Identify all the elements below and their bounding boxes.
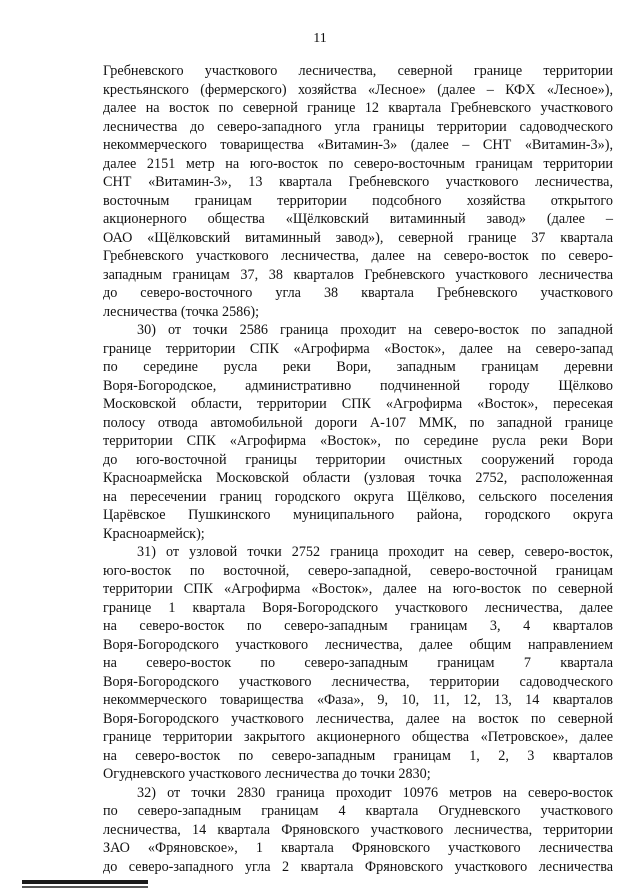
text-line: лесничества, 14 квартала Фряновского участкового лесничества, территории: [103, 821, 613, 838]
text-line: крестьянского (фермерского) хозяйства «Лесное» (далее – КФХ «Лесное»),: [103, 81, 613, 98]
text-line: Красноармейска Московской области (узловая точка 2752, расположенная: [103, 470, 613, 486]
text-line: Воря-Богородского участкового лесничества, территории садоводческого: [103, 673, 613, 690]
text-line: Гребневского участкового лесничества, далее на северо-восток по северо-: [103, 248, 613, 264]
text-line: по северо-западным границам 4 квартала Огудневского участкового: [103, 803, 613, 819]
bottom-edge-mark-thin: [22, 886, 148, 888]
text-line: Огудневского участкового лесничества до точки 2830;: [103, 766, 431, 782]
document-body: [103, 62, 613, 876]
text-line: до северо-восточного угла 38 квартала Гребневского участкового: [103, 285, 613, 301]
text-line: ЗАО «Фряновское», 1 квартала Фряновского участкового лесничества: [103, 840, 613, 856]
text-line: границе 1 квартала Воря-Богородского участкового лесничества, далее: [103, 599, 613, 616]
text-line: Гребневского участкового лесничества, северной границе территории: [103, 63, 613, 79]
bottom-edge-mark: [22, 880, 148, 884]
text-line: территории СПК «Агрофирма «Восток», по середине русла реки Вори: [103, 433, 613, 449]
text-line: Московской области, территории СПК «Агрофирма «Восток», пересекая: [103, 396, 613, 412]
text-line: далее на восток по северной границе 12 квартала Гребневского участкового: [103, 100, 613, 116]
text-line: по середине русла реки Вори, западным границам деревни: [103, 359, 613, 375]
text-line: на пересечении границ городского округа Щёлково, сельского поселения: [103, 488, 613, 505]
text-line: до юго-восточной границы территории очистных сооружений города: [103, 451, 613, 468]
text-line: на северо-восток по северо-западным границам 1, 2, 3 кварталов: [103, 747, 613, 764]
text-line: СНТ «Витамин-3», 13 квартала Гребневского участкового лесничества,: [103, 174, 613, 190]
text-line: восточным границам территории подсобного хозяйства открытого: [103, 192, 613, 209]
text-line: акционерного общества «Щёлковский витаминный завод» (далее –: [103, 211, 613, 227]
text-line: территории СПК «Агрофирма «Восток», далее на юго-восток по северной: [103, 581, 613, 597]
text-line: далее 2151 метр на юго-восток по северо-восточным границам территории: [103, 155, 613, 172]
text-line: Царёвское Пушкинского муниципального района, городского округа: [103, 507, 613, 523]
text-line: Воря-Богородского участкового лесничества, далее общим направлением: [103, 636, 613, 653]
text-line: Воря-Богородское, административно подчиненной городу Щёлково: [103, 377, 613, 394]
text-line: юго-восток по восточной, северо-западной, северо-восточной границам: [103, 562, 613, 579]
text-line: лесничества до северо-западного угла границы территории садоводческого: [103, 118, 613, 135]
text-line: лесничества (точка 2586);: [103, 303, 260, 320]
text-line: Красноармейск);: [103, 525, 205, 542]
text-line: некоммерческого товарищества «Витамин-3» (далее – СНТ «Витамин-3»),: [103, 137, 613, 153]
text-line: на северо-восток по северо-западным границам 3, 4 кварталов: [103, 618, 613, 634]
text-line: до северо-западного угла 2 квартала Фряновского участкового лесничества: [103, 858, 613, 875]
text-line: 31) от узловой точки 2752 граница проходит на север, северо-восток,: [137, 544, 613, 560]
text-line: некоммерческого товарищества «Фаза», 9, 10, 11, 12, 13, 14 кварталов: [103, 692, 613, 708]
text-line: 30) от точки 2586 граница проходит на северо-восток по западной: [137, 322, 613, 338]
text-line: ОАО «Щёлковский витаминный завод»), северной границе 37 квартала: [103, 229, 613, 246]
text-line: границе территории СПК «Агрофирма «Восток», далее на северо-запад: [103, 340, 613, 357]
text-line: Воря-Богородского участкового лесничества, далее на восток по северной: [103, 710, 613, 727]
text-line: на северо-восток по северо-западным границам 7 квартала: [103, 655, 613, 671]
page-number: 11: [313, 31, 327, 46]
text-line: западным границам 37, 38 кварталов Гребневского участкового лесничества: [103, 266, 613, 283]
text-line: границе территории закрытого акционерного общества «Петровское», далее: [103, 729, 613, 745]
text-line: полосу отвода автомобильной дороги А-107 ММК, по западной границе: [103, 414, 613, 431]
text-line: 32) от точки 2830 граница проходит 10976 метров на северо-восток: [137, 784, 613, 801]
